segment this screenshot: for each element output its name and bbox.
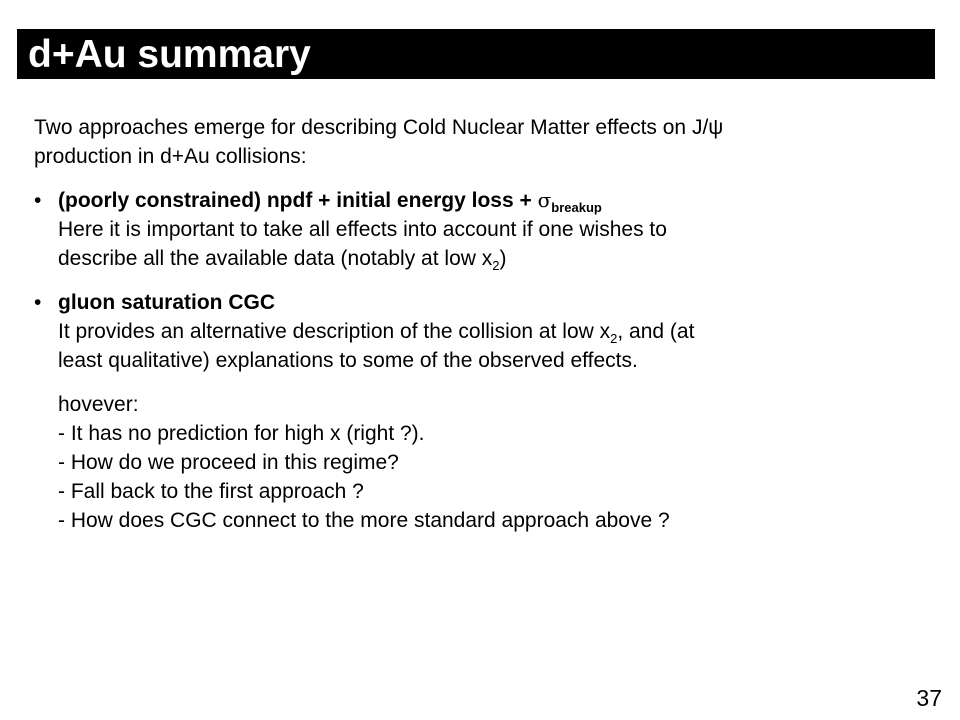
- bullet-heading-text: (poorly constrained) npdf + initial energy loss +: [58, 189, 538, 212]
- title-bar: [17, 29, 935, 79]
- bullet-npdf: [34, 186, 934, 273]
- intro-line: Two approaches emerge for describing Cold Nuclear Matter effects on J/ψ: [34, 116, 724, 139]
- bullet-text-line: least qualitative) explanations to some of the observed effects.: [58, 349, 638, 372]
- bullet-marker: •: [34, 189, 42, 212]
- bullet-text-line: [58, 317, 934, 346]
- bullet-text-part: ): [499, 247, 507, 270]
- bullet-cgc: [34, 288, 934, 375]
- intro-paragraph: [34, 113, 934, 171]
- however-block: [34, 390, 934, 535]
- x-subscript: 2: [492, 258, 500, 274]
- bullet-text-part: It provides an alternative description of the collision at low x: [58, 320, 611, 343]
- bullet-text-line: [58, 244, 934, 273]
- bullet-marker: •: [34, 291, 42, 314]
- bullet-text-line: Here it is important to take all effects into account if one wishes to: [58, 218, 667, 241]
- sigma-subscript: breakup: [551, 200, 602, 216]
- bullet-text-part: , and (at: [617, 320, 695, 343]
- bullet-heading: gluon saturation CGC: [58, 291, 275, 314]
- however-item: - How do we proceed in this regime?: [58, 451, 399, 474]
- sigma-symbol: σ: [537, 188, 552, 212]
- however-item: - Fall back to the first approach ?: [58, 480, 364, 503]
- however-label: hovever:: [58, 393, 139, 416]
- bullet-heading: [58, 186, 934, 215]
- however-item: - It has no prediction for high x (right ?).: [58, 422, 425, 445]
- slide-content: [34, 113, 934, 535]
- x-subscript: 2: [610, 331, 618, 347]
- however-item: - How does CGC connect to the more standard approach above ?: [58, 509, 670, 532]
- bullet-text-part: describe all the available data (notably at low x: [58, 247, 493, 270]
- page-number: 37: [916, 685, 942, 711]
- slide-title: d+Au summary: [28, 32, 311, 76]
- intro-line: production in d+Au collisions:: [34, 145, 307, 168]
